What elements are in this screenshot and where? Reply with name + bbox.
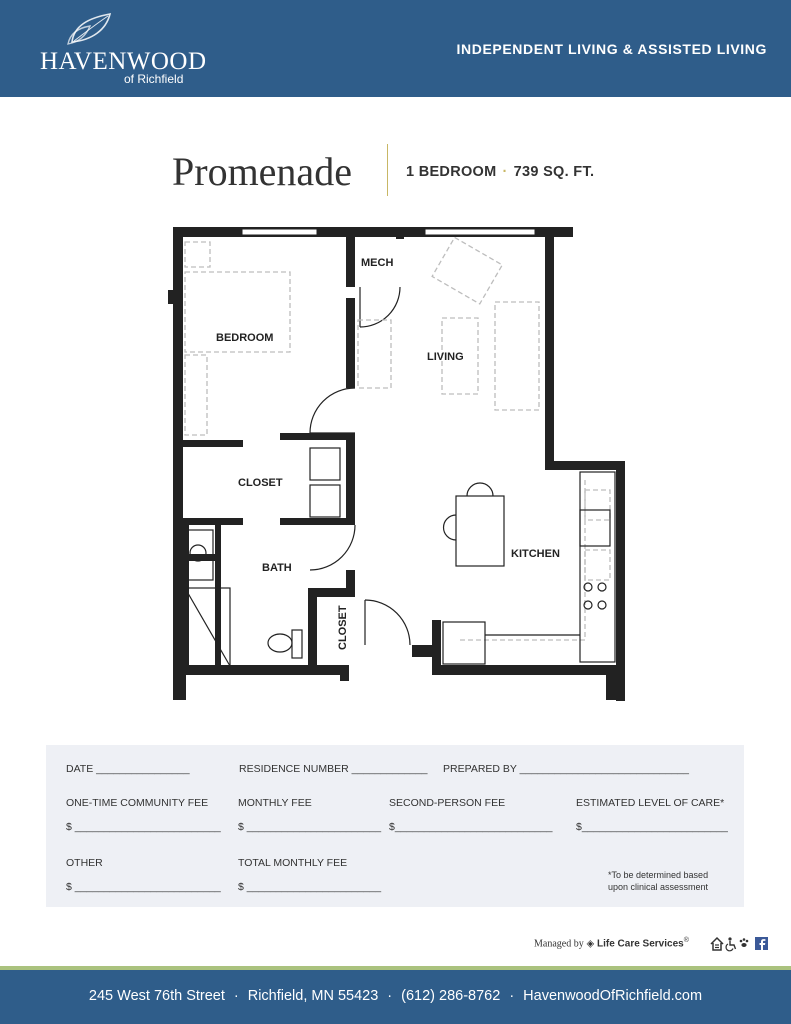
community-fee-label: ONE-TIME COMMUNITY FEE (66, 797, 209, 809)
total-monthly-fee-field[interactable]: $ _______________________ (238, 881, 382, 893)
header-bar (0, 0, 791, 97)
square-footage: 739 SQ. FT. (513, 164, 595, 180)
room-label-living: LIVING (427, 351, 464, 363)
managed-by (534, 937, 689, 949)
leaf-logo-icon (66, 12, 116, 46)
bedroom-count: 1 BEDROOM (406, 164, 497, 180)
prepared-by-field[interactable]: PREPARED BY _____________________________ (443, 763, 689, 775)
community-fee-field[interactable]: $ _________________________ (66, 821, 221, 833)
trademark-mark: ® (683, 937, 689, 944)
footer-contact (0, 988, 791, 1004)
footer-bar (0, 970, 791, 1024)
room-label-closet-2: CLOSET (337, 605, 349, 650)
footer-separator: · (387, 988, 393, 1004)
other-label: OTHER (66, 857, 103, 869)
room-label-bedroom: BEDROOM (216, 332, 274, 344)
total-monthly-fee-label: TOTAL MONTHLY FEE (238, 857, 348, 869)
care-note-line-2: upon clinical assessment (608, 882, 709, 892)
footer-separator: · (233, 988, 239, 1004)
second-person-fee-label: SECOND-PERSON FEE (389, 797, 506, 809)
footer-address: 245 West 76th Street (88, 988, 225, 1004)
footer-website[interactable]: HavenwoodOfRichfield.com (523, 988, 703, 1004)
floor-plan (160, 220, 630, 705)
level-of-care-label: ESTIMATED LEVEL OF CARE* (576, 797, 725, 809)
footer-separator: · (509, 988, 515, 1004)
room-label-mech: MECH (361, 257, 394, 269)
accessibility-icon (726, 937, 735, 950)
havenwood-logo (40, 12, 210, 90)
plan-title: Promenade (172, 149, 352, 194)
level-of-care-field[interactable]: $_________________________ (576, 821, 728, 833)
room-label-closet: CLOSET (238, 477, 283, 489)
separator-dot: · (502, 164, 508, 180)
residence-number-field[interactable]: RESIDENCE NUMBER _____________ (239, 763, 428, 775)
managed-by-company: Life Care Services (596, 938, 684, 950)
date-field[interactable]: DATE ________________ (66, 763, 190, 775)
accreditation-icons (710, 936, 770, 952)
second-person-fee-field[interactable]: $___________________________ (389, 821, 553, 833)
managed-by-prefix: Managed by (534, 938, 584, 950)
footer-phone[interactable]: (612) 286-8762 (401, 988, 501, 1004)
footer-city: Richfield, MN 55423 (247, 988, 379, 1004)
pricing-form (46, 745, 744, 907)
facebook-icon[interactable] (755, 937, 768, 950)
logo-name: HAVENWOOD (40, 48, 207, 75)
other-field[interactable]: $ _________________________ (66, 881, 221, 893)
logo-subtitle: of Richfield (124, 72, 184, 86)
title-divider (387, 144, 388, 196)
care-note-line-1: *To be determined based (608, 870, 709, 880)
monthly-fee-field[interactable]: $ _______________________ (238, 821, 382, 833)
equal-housing-icon (711, 938, 723, 950)
pets-icon (740, 938, 749, 947)
plan-subtitle (406, 164, 594, 180)
room-label-kitchen: KITCHEN (511, 548, 560, 560)
monthly-fee-label: MONTHLY FEE (238, 797, 312, 809)
room-label-bath: BATH (262, 562, 292, 574)
lcs-logo-icon: ◈ (586, 938, 595, 950)
header-tagline: INDEPENDENT LIVING & ASSISTED LIVING (456, 41, 767, 57)
